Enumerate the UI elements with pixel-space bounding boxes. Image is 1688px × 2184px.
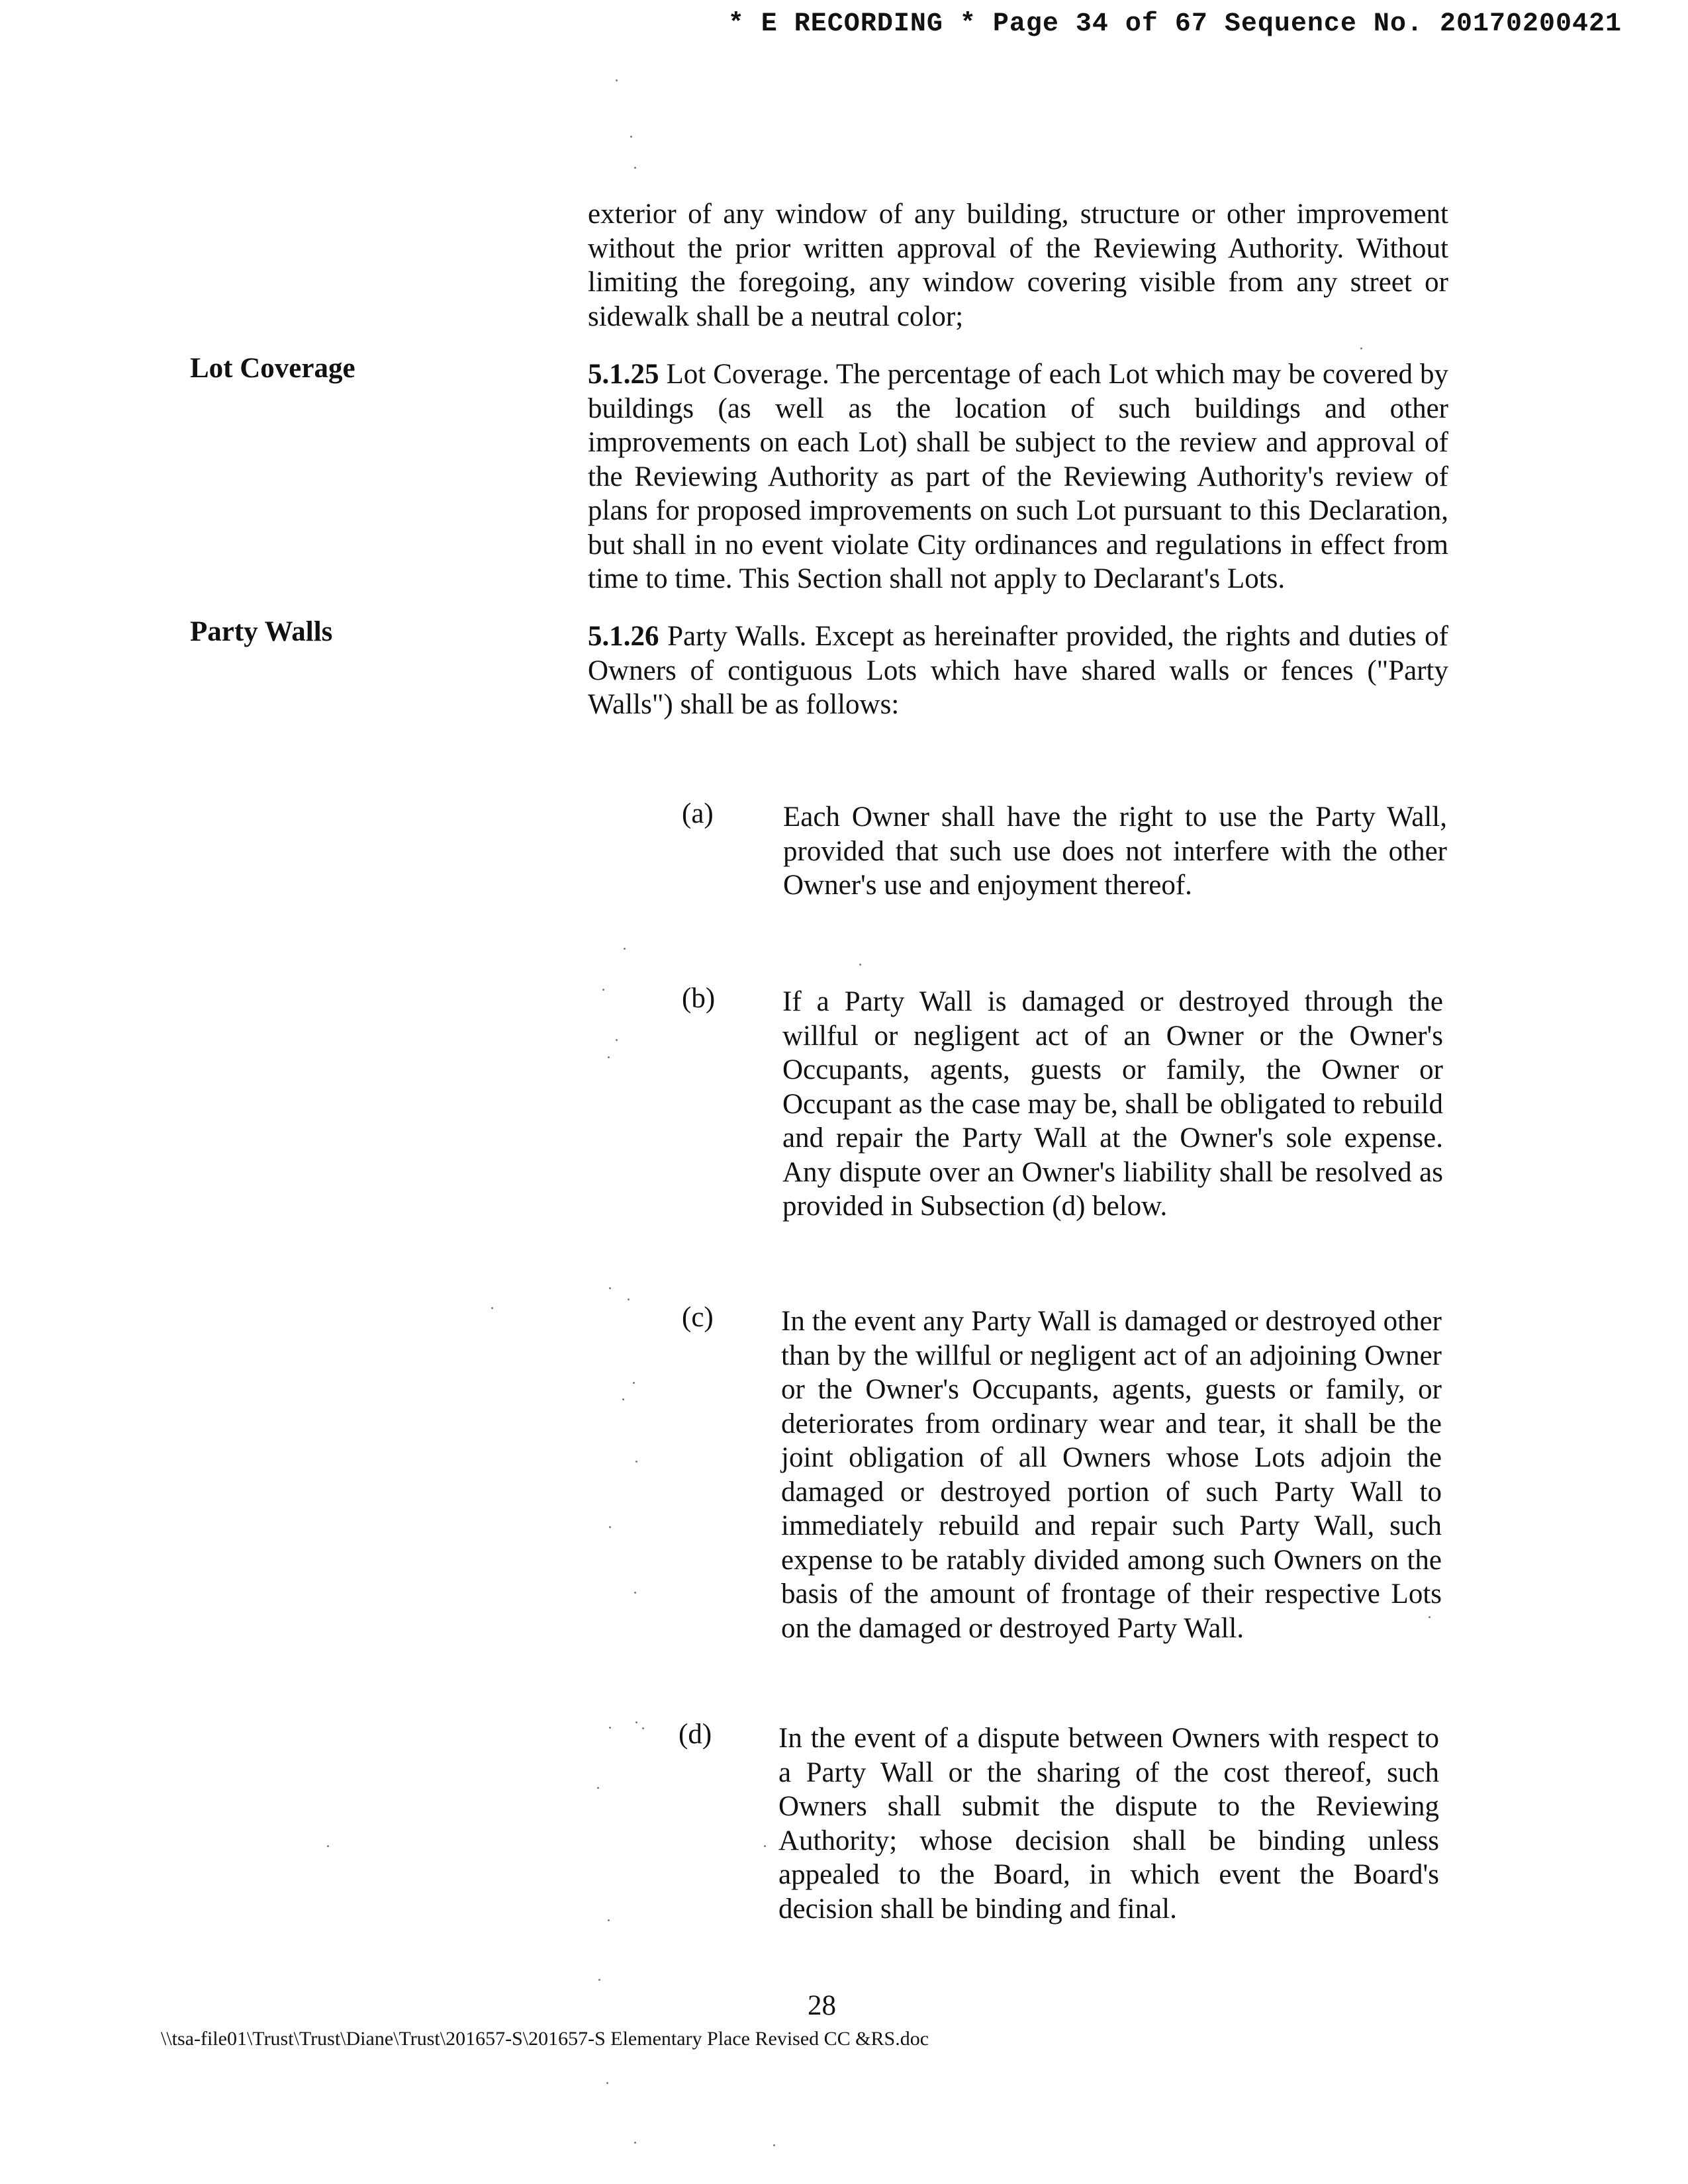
scan-speck	[608, 1056, 610, 1058]
scan-speck	[635, 1721, 637, 1723]
intro-paragraph: exterior of any window of any building, structure or other improvement without the prior written approval of the Reviewing Authority. Without limiting the foregoing, any window covering visible from any street or sidewalk shall be a neutral color;	[588, 199, 1448, 332]
scan-speck	[491, 1307, 493, 1309]
scan-speck	[1360, 347, 1362, 349]
side-heading-lot-coverage: Lot Coverage	[190, 353, 355, 384]
scan-speck	[630, 136, 632, 138]
section-lot-coverage	[588, 357, 1448, 596]
subsection-a-label: (a)	[682, 798, 714, 829]
subsection-c-label: (c)	[682, 1302, 714, 1333]
section-text: Lot Coverage. The percentage of each Lot which may be covered by buildings (as well as the location of such buildings and other improvements on each Lot) shall be subject to the review and approval of the Reviewing Authority as part of the Reviewing Authority's review of plans for proposed improvements on such Lot pursuant to this Declaration, but shall in no event violate City ordinances and regulations in effect from time to time. This Section shall not apply to Declarant's Lots.	[588, 359, 1448, 594]
recording-header: * E RECORDING * Page 34 of 67 Sequence No. 20170200421	[727, 9, 1622, 39]
subsection-b-label: (b)	[682, 983, 716, 1014]
scan-speck	[609, 1526, 611, 1528]
scan-speck	[1429, 1616, 1430, 1618]
scan-speck	[634, 1592, 636, 1594]
scan-speck	[327, 1845, 329, 1847]
scan-speck	[622, 1398, 624, 1400]
side-heading-party-walls: Party Walls	[190, 616, 333, 647]
scan-speck	[602, 989, 604, 991]
scan-speck	[764, 1845, 766, 1847]
section-number: 5.1.25	[588, 359, 659, 390]
scan-speck	[859, 964, 861, 966]
section-text: Party Walls. Except as hereinafter provided, the rights and duties of Owners of contiguous Lots which have shared walls or fences ("Party Walls") shall be as follows:	[588, 621, 1448, 720]
subsection-c-text: In the event any Party Wall is damaged or destroyed other than by the willful or negligent act of an adjoining Owner or the Owner's Occupants, agents, guests or family, or deteriorates from ordinary wear and tear, it shall be the joint obligation of all Owners whose Lots adjoin the damaged or destroyed portion of such Party Wall to immediately rebuild and repair such Party Wall, such expense to be ratably divided among such Owners on the basis of the amount of frontage of their respective Lots on the damaged or destroyed Party Wall.	[781, 1306, 1442, 1644]
section-party-walls	[588, 619, 1448, 722]
scan-speck	[598, 1979, 600, 1981]
scan-speck	[597, 1787, 599, 1789]
scan-speck	[628, 1298, 630, 1300]
subsection-d-text: In the event of a dispute between Owners with respect to a Party Wall or the sharing of the cost thereof, such Owners shall submit the dispute to the Reviewing Authority; whose decision shall be binding unless appealed to the Board, in which event the Board's decision shall be binding and final.	[778, 1723, 1439, 1925]
section-number: 5.1.26	[588, 621, 659, 652]
subsection-a-text: Each Owner shall have the right to use the Party Wall, provided that such use does not interfere with the other Owner's use and enjoyment thereof.	[783, 801, 1447, 901]
scan-speck	[608, 1919, 610, 1921]
scan-speck	[616, 79, 618, 81]
scan-speck	[635, 1461, 637, 1463]
scan-speck	[633, 1382, 635, 1384]
scan-speck	[624, 948, 626, 950]
subsection-b-text: If a Party Wall is damaged or destroyed through the willful or negligent act of an Owner or the Owner's Occupants, agents, guests or family, the Owner or Occupant as the case may be, shall be obligated to rebuild and repair the Party Wall at the Owner's sole expense. Any dispute over an Owner's liability shall be resolved as provided in Subsection (d) below.	[782, 986, 1443, 1222]
scan-speck	[609, 1727, 611, 1729]
scan-speck	[634, 167, 636, 169]
scan-speck	[642, 1727, 644, 1729]
page-number: 28	[808, 1990, 836, 2021]
scan-speck	[773, 2144, 775, 2146]
scan-speck	[606, 2082, 608, 2084]
scan-speck	[609, 1287, 611, 1289]
scan-speck	[634, 2142, 636, 2144]
scan-speck	[616, 1039, 618, 1041]
subsection-d-label: (d)	[679, 1719, 712, 1750]
footer-file-path: \\tsa-file01\Trust\Trust\Diane\Trust\201657-S\201657-S Elementary Place Revised CC &RS.doc	[161, 2028, 929, 2050]
